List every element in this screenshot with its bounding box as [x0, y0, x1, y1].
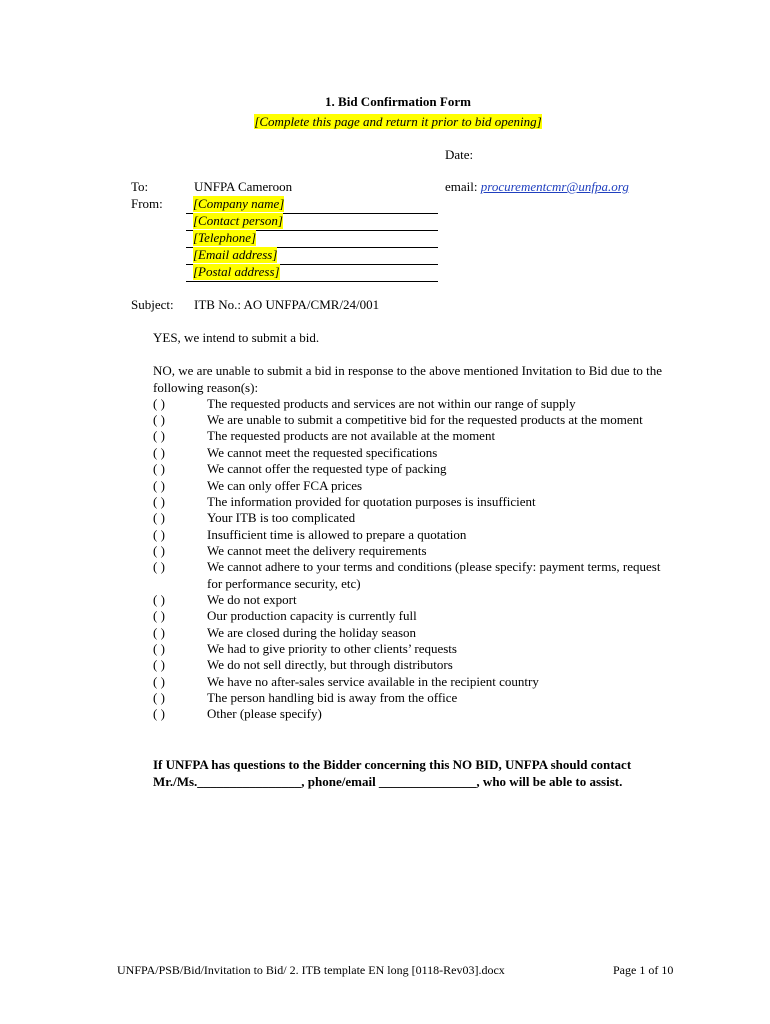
reason-text: Your ITB is too complicated: [207, 510, 356, 525]
to-label: To:: [131, 179, 149, 194]
reason-checkbox[interactable]: ( ): [153, 625, 165, 640]
to-value: UNFPA Cameroon: [194, 179, 293, 194]
company-name-field[interactable]: [Company name]: [186, 196, 438, 214]
footer-page-number: Page 1 of 10: [613, 963, 674, 977]
reason-checkbox[interactable]: ( ): [153, 445, 165, 460]
telephone-field[interactable]: [Telephone]: [186, 230, 438, 248]
reason-text: The information provided for quotation purposes is insufficient: [207, 494, 536, 509]
footer-document-path: UNFPA/PSB/Bid/Invitation to Bid/ 2. ITB template EN long [0118-Rev03].docx: [117, 963, 505, 977]
reason-checkbox[interactable]: ( ): [153, 478, 165, 493]
reason-checkbox[interactable]: ( ): [153, 641, 165, 656]
email-line: [445, 179, 629, 195]
reason-checkbox[interactable]: ( ): [153, 543, 165, 558]
reason-text: We had to give priority to other clients’ requests: [207, 641, 457, 656]
form-title: 1. Bid Confirmation Form: [325, 94, 471, 109]
reason-checkbox[interactable]: ( ): [153, 559, 165, 574]
reason-checkbox[interactable]: ( ): [153, 592, 165, 607]
email-label: email:: [445, 179, 478, 194]
reason-text: We have no after-sales service available in the recipient country: [207, 674, 539, 689]
reason-text: We are closed during the holiday season: [207, 625, 417, 640]
contact-person-field[interactable]: [Contact person]: [186, 213, 438, 231]
reason-text: The requested products and services are not within our range of supply: [207, 396, 576, 411]
reason-checkbox[interactable]: ( ): [153, 396, 165, 411]
reason-text: We cannot offer the requested type of packing: [207, 461, 447, 476]
reason-checkbox[interactable]: ( ): [153, 494, 165, 509]
reason-text: We cannot meet the requested specifications: [207, 445, 438, 460]
from-label: From:: [131, 196, 163, 211]
reason-text: Our production capacity is currently full: [207, 608, 417, 623]
reason-text: Other (please specify): [207, 706, 322, 721]
reason-checkbox[interactable]: ( ): [153, 674, 165, 689]
reason-text: The requested products are not available at the moment: [207, 428, 496, 443]
yes-option[interactable]: YES, we intend to submit a bid.: [153, 330, 320, 345]
reason-text: We cannot meet the delivery requirements: [207, 543, 427, 558]
reason-checkbox[interactable]: ( ): [153, 412, 165, 427]
reason-text: We can only offer FCA prices: [207, 478, 363, 493]
reason-text: The person handling bid is away from the office: [207, 690, 458, 705]
reason-text: Insufficient time is allowed to prepare a quotation: [207, 527, 467, 542]
date-label: Date:: [445, 147, 474, 162]
reason-checkbox[interactable]: ( ): [153, 706, 165, 721]
reason-checkbox[interactable]: ( ): [153, 428, 165, 443]
closing-statement: If UNFPA has questions to the Bidder concerning this NO BID, UNFPA should contact Mr./Ms.________________, phone/email _______________, who will be able to assist.: [153, 757, 632, 789]
reason-checkbox[interactable]: ( ): [153, 608, 165, 623]
instruction-highlight: [Complete this page and return it prior to bid opening]: [254, 114, 542, 129]
postal-address-field[interactable]: [Postal address]: [186, 264, 438, 282]
reason-text: We are unable to submit a competitive bid for the requested products at the moment: [207, 412, 643, 427]
subject-value: ITB No.: AO UNFPA/CMR/24/001: [194, 297, 380, 312]
subject-label: Subject:: [131, 297, 174, 312]
reason-checkbox[interactable]: ( ): [153, 527, 165, 542]
reason-checkbox[interactable]: ( ): [153, 690, 165, 705]
reason-checkbox[interactable]: ( ): [153, 510, 165, 525]
email-link[interactable]: procurementcmr@unfpa.org: [480, 179, 629, 194]
no-option[interactable]: NO, we are unable to submit a bid in response to the above mentioned Invitation to Bid due to the following reason(s):: [153, 363, 663, 395]
form-instruction: [0, 114, 770, 130]
reason-text: We do not sell directly, but through distributors: [207, 657, 453, 672]
reason-checkbox[interactable]: ( ): [153, 461, 165, 476]
reason-text: We do not export: [207, 592, 297, 607]
email-address-field[interactable]: [Email address]: [186, 247, 438, 265]
reason-checkbox[interactable]: ( ): [153, 657, 165, 672]
reason-text: We cannot adhere to your terms and conditions (please specify: payment terms, request for performance security, etc): [207, 559, 661, 591]
